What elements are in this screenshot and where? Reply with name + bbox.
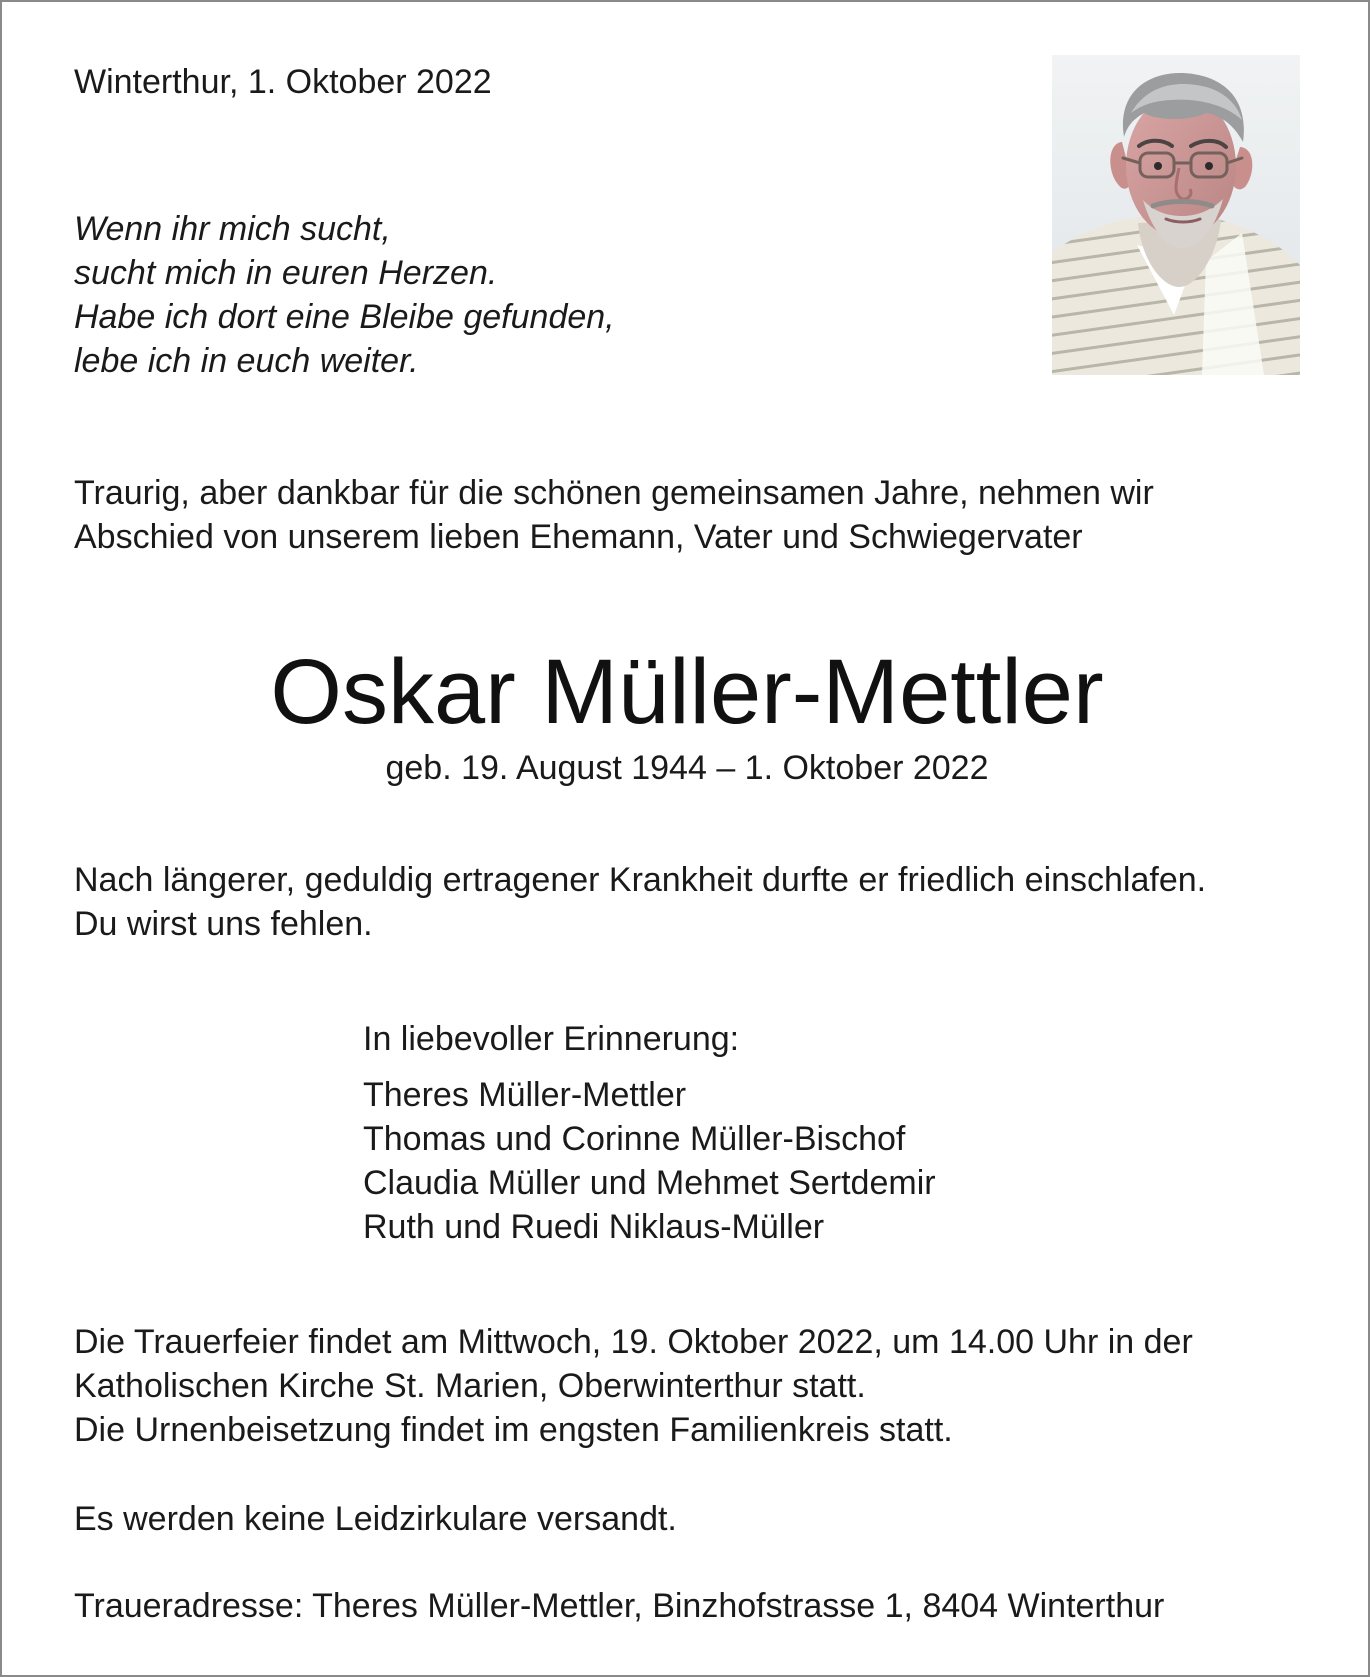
intro-text xyxy=(74,471,1154,559)
portrait-photo xyxy=(1052,55,1300,375)
farewell-line: Nach längerer, geduldig ertragener Krankheit durfte er friedlich einschlafen. xyxy=(74,861,1207,899)
intro-line: Abschied von unserem lieben Ehemann, Vater und Schwiegervater xyxy=(74,518,1083,556)
poem-line: Wenn ihr mich sucht, xyxy=(74,210,391,248)
intro-line: Traurig, aber dankbar für die schönen gemeinsamen Jahre, nehmen wir xyxy=(74,474,1154,512)
memorial-poem xyxy=(74,207,615,383)
life-dates: geb. 19. August 1944 – 1. Oktober 2022 xyxy=(385,749,989,787)
no-circulars-note: Es werden keine Leidzirkulare versandt. xyxy=(74,1500,677,1538)
place-date: Winterthur, 1. Oktober 2022 xyxy=(74,63,492,101)
mourning-address: Traueradresse: Theres Müller-Mettler, Binzhofstrasse 1, 8404 Winterthur xyxy=(74,1587,1165,1625)
ceremony-line: Katholischen Kirche St. Marien, Oberwinterthur statt. xyxy=(74,1367,866,1405)
ceremony-line: Die Trauerfeier findet am Mittwoch, 19. Oktober 2022, um 14.00 Uhr in der xyxy=(74,1323,1193,1361)
ceremony-line: Die Urnenbeisetzung findet im engsten Familienkreis statt. xyxy=(74,1411,953,1449)
farewell-text xyxy=(74,858,1206,946)
poem-line: sucht mich in euren Herzen. xyxy=(74,254,498,292)
mourner-name: Theres Müller-Mettler xyxy=(363,1076,687,1114)
mourners-heading: In liebevoller Erinnerung: xyxy=(363,1020,740,1058)
mourners-list xyxy=(363,1017,936,1249)
mourner-name: Claudia Müller und Mehmet Sertdemir xyxy=(363,1164,936,1202)
poem-line: lebe ich in euch weiter. xyxy=(74,342,419,380)
ceremony-information xyxy=(74,1320,1193,1452)
mourner-name: Ruth und Ruedi Niklaus-Müller xyxy=(363,1208,825,1246)
farewell-line: Du wirst uns fehlen. xyxy=(74,905,373,943)
mourner-name: Thomas und Corinne Müller-Bischof xyxy=(363,1120,906,1158)
poem-line: Habe ich dort eine Bleibe gefunden, xyxy=(74,298,615,336)
deceased-name: Oskar Müller-Mettler xyxy=(270,641,1104,743)
